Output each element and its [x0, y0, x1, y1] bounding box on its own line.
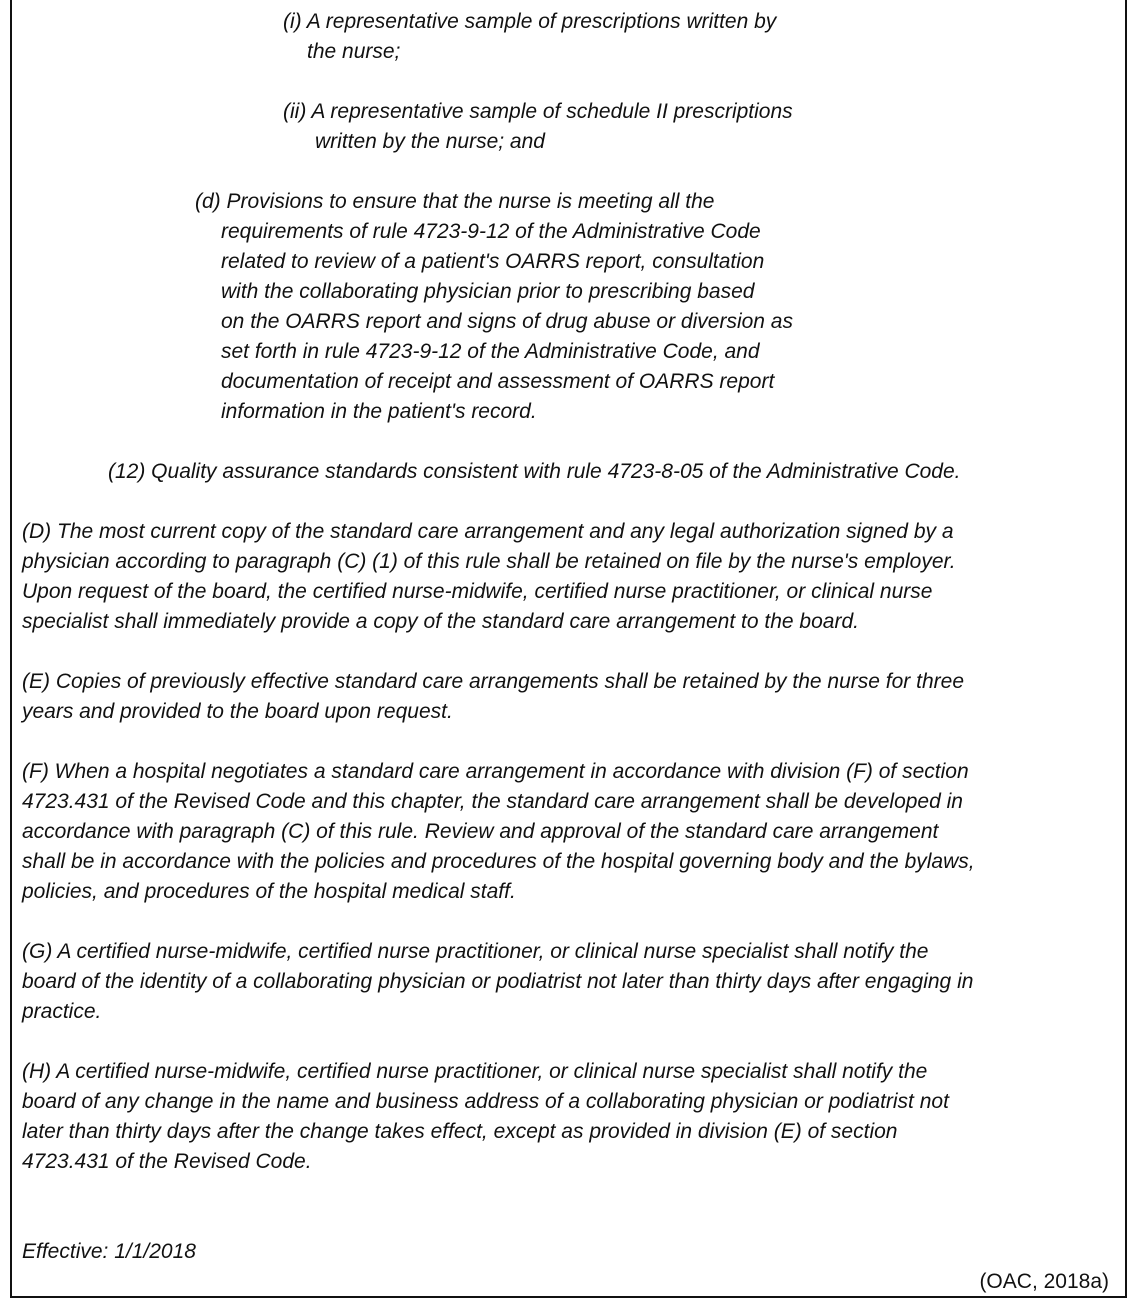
para-d-line-4: specialist shall immediately provide a copy of the standard care arrangement to the board. [22, 610, 859, 633]
item-d-line-6: set forth in rule 4723-9-12 of the Administrative Code, and [221, 340, 760, 363]
item-d-line-8: information in the patient's record. [221, 400, 537, 423]
item-c-i-line-2: the nurse; [307, 40, 401, 63]
para-d-line-3: Upon request of the board, the certified nurse-midwife, certified nurse practitioner, or clinical nurse [22, 580, 933, 603]
para-e-line-1: (E) Copies of previously effective standard care arrangements shall be retained by the nurse for three [22, 670, 964, 693]
para-d-line-2: physician according to paragraph (C) (1) of this rule shall be retained on file by the nurse's employer. [22, 550, 956, 573]
para-d-line-1: (D) The most current copy of the standard care arrangement and any legal authorization signed by a [22, 520, 954, 543]
para-g-line-3: practice. [22, 1000, 102, 1023]
item-c-ii-line-1: (ii) A representative sample of schedule II prescriptions [283, 100, 793, 123]
para-h-line-4: 4723.431 of the Revised Code. [22, 1150, 312, 1173]
para-f-line-5: policies, and procedures of the hospital medical staff. [22, 880, 516, 903]
item-d-line-4: with the collaborating physician prior to prescribing based [221, 280, 755, 303]
citation: (OAC, 2018a) [979, 1270, 1109, 1293]
para-f-line-3: accordance with paragraph (C) of this rule. Review and approval of the standard care arrangement [22, 820, 939, 843]
para-h-line-2: board of any change in the name and business address of a collaborating physician or podiatrist not [22, 1090, 949, 1113]
para-g-line-1: (G) A certified nurse-midwife, certified nurse practitioner, or clinical nurse specialist shall notify the [22, 940, 929, 963]
item-12: (12) Quality assurance standards consistent with rule 4723-8-05 of the Administrative Code. [108, 460, 961, 483]
effective-date: Effective: 1/1/2018 [22, 1240, 196, 1263]
para-f-line-1: (F) When a hospital negotiates a standard care arrangement in accordance with division (F) of section [22, 760, 969, 783]
item-d-line-1: (d) Provisions to ensure that the nurse is meeting all the [195, 190, 715, 213]
para-e-line-2: years and provided to the board upon request. [22, 700, 453, 723]
para-g-line-2: board of the identity of a collaborating physician or podiatrist not later than thirty days after engaging in [22, 970, 974, 993]
item-c-i-line-1: (i) A representative sample of prescriptions written by [283, 10, 777, 33]
item-c-ii-line-2: written by the nurse; and [315, 130, 545, 153]
para-h-line-3: later than thirty days after the change takes effect, except as provided in division (E) of section [22, 1120, 898, 1143]
item-d-line-2: requirements of rule 4723-9-12 of the Administrative Code [221, 220, 761, 243]
item-d-line-5: on the OARRS report and signs of drug abuse or diversion as [221, 310, 793, 333]
para-h-line-1: (H) A certified nurse-midwife, certified nurse practitioner, or clinical nurse specialist shall notify the [22, 1060, 928, 1083]
para-f-line-4: shall be in accordance with the policies and procedures of the hospital governing body and the bylaws, [22, 850, 975, 873]
item-d-line-3: related to review of a patient's OARRS report, consultation [221, 250, 765, 273]
item-d-line-7: documentation of receipt and assessment of OARRS report [221, 370, 775, 393]
para-f-line-2: 4723.431 of the Revised Code and this chapter, the standard care arrangement shall be developed in [22, 790, 963, 813]
